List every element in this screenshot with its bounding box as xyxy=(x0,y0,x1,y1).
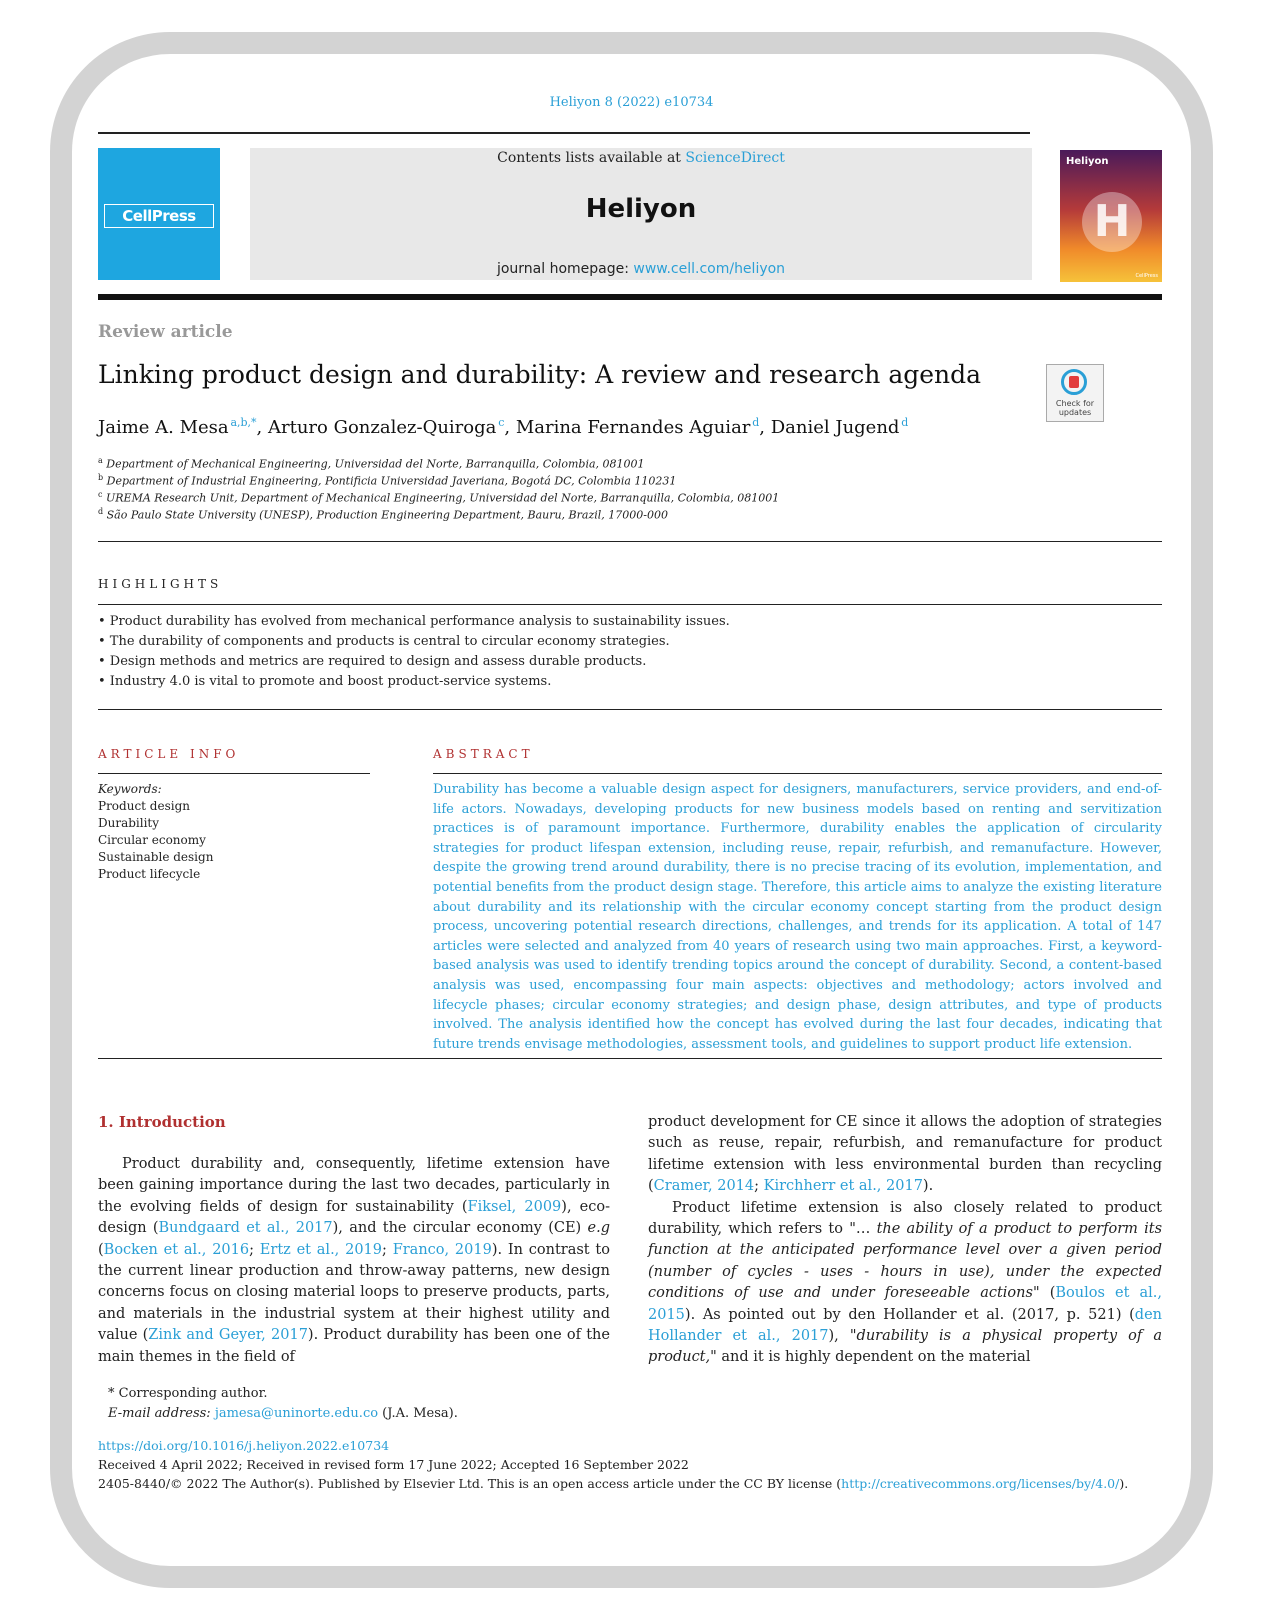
affiliation xyxy=(98,507,668,522)
body-text: ), and the circular economy (CE) xyxy=(332,1220,588,1237)
license-link[interactable]: http://creativecommons.org/licenses/by/4.0/ xyxy=(841,1476,1120,1491)
affiliation-marker: d xyxy=(98,507,104,516)
license-suffix: ). xyxy=(1119,1476,1129,1491)
affiliation-text: São Paulo State University (UNESP), Production Engineering Department, Bauru, Brazil, 17000-000 xyxy=(106,508,668,522)
author-name: Daniel Jugend xyxy=(770,417,900,438)
cover-letter: H xyxy=(1082,192,1142,252)
affiliation-marker: c xyxy=(98,490,103,499)
contents-line xyxy=(250,150,1032,166)
citation-link[interactable]: Zink and Geyer, 2017 xyxy=(148,1327,308,1344)
body-text-italic: durability is a physical property of a product, xyxy=(648,1328,1162,1366)
corresponding-author-note: * Corresponding author. xyxy=(108,1386,268,1401)
article-title: Linking product design and durability: A review and research agenda xyxy=(98,360,982,389)
affiliation xyxy=(98,473,676,488)
journal-cover-image[interactable] xyxy=(1060,150,1162,282)
affiliation-text: UREMA Research Unit, Department of Mechanical Engineering, Universidad del Norte, Barranquilla, Colombia, 081001 xyxy=(105,491,780,505)
affiliation xyxy=(98,490,779,505)
keywords-label: Keywords: xyxy=(98,782,162,796)
author-affiliation-link[interactable]: a,b,* xyxy=(230,416,257,429)
citation-link[interactable]: Ertz et al., 2019 xyxy=(259,1241,382,1258)
abstract-text: Durability has become a valuable design aspect for designers, manufacturers, service providers, and end-of-life actors. Nowadays, developing products for new business models based on renting and servitization practices is of paramount importance. Furthermore, durability enables the application of circularity strategies for product lifespan extension, including reuse, repair, refurbish, and remanufacture. However, despite the growing trend around durability, there is no precise tracing of its evolution, implementation, and potential benefits from the product design stage. Therefore, this article aims to analyze the existing literature about durability and its relationship with the circular economy concept starting from the product design process, uncovering potential research directions, challenges, and trends for its application. A total of 147 articles were selected and analyzed from 40 years of research using two main approaches. First, a keyword-based analysis was used to identify trending topics around the concept of durability. Second, a content-based analysis was used, encompassing four main aspects: objectives and methodology; actors involved and lifecycle phases; circular economy strategies; and design phase, design attributes, and type of products involved. The analysis identified how the concept has evolved during the last four decades, indicating that future trends envisage methodologies, assessment tools, and guidelines to support product life extension. xyxy=(433,782,1162,1052)
body-paragraph xyxy=(648,1198,1162,1369)
keyword: Sustainable design xyxy=(98,850,214,864)
header-rule xyxy=(98,294,1162,300)
abstract-heading: ABSTRACT xyxy=(433,747,534,761)
citation-link[interactable]: Boulos et al., 2015 xyxy=(648,1285,1162,1323)
author-affiliation-link[interactable]: d xyxy=(752,416,760,429)
check-updates-icon xyxy=(1061,369,1087,395)
author-name: Jaime A. Mesa xyxy=(98,417,229,438)
article-type: Review article xyxy=(98,322,233,342)
author-name: Arturo Gonzalez-Quiroga xyxy=(267,417,497,438)
footnote xyxy=(108,1384,458,1424)
citation-link[interactable]: Bundgaard et al., 2017 xyxy=(158,1220,333,1237)
highlight-item: • Design methods and metrics are required to design and assess durable products. xyxy=(98,654,647,669)
homepage-line xyxy=(250,261,1032,277)
highlight-item: • Product durability has evolved from mechanical performance analysis to sustainability issues. xyxy=(98,614,730,629)
body-text: ). xyxy=(922,1178,934,1195)
page-footer xyxy=(98,1436,1128,1493)
affiliation-text: Department of Mechanical Engineering, Universidad del Norte, Barranquilla, Colombia, 081001 xyxy=(106,457,645,471)
cover-title: Heliyon xyxy=(1066,156,1109,167)
introduction-heading: 1. Introduction xyxy=(98,1113,226,1131)
journal-header xyxy=(250,148,1032,280)
section-rule xyxy=(98,709,1162,710)
body-text: ; xyxy=(249,1241,260,1258)
highlight-item: • The durability of components and products is central to circular economy strategies. xyxy=(98,634,670,649)
citation-link[interactable]: Bocken et al., 2016 xyxy=(103,1241,250,1258)
body-paragraph xyxy=(648,1112,1162,1198)
body-text: " and it is highly dependent on the material xyxy=(710,1349,1031,1366)
keyword: Product design xyxy=(98,799,190,813)
doi-link[interactable]: https://doi.org/10.1016/j.heliyon.2022.e10734 xyxy=(98,1438,390,1453)
keyword: Circular economy xyxy=(98,833,206,847)
body-text: ). As pointed out by den Hollander et al. (2017, p. 521) ( xyxy=(684,1306,1135,1323)
section-rule xyxy=(98,1058,1162,1059)
citation-link[interactable]: den Hollander et al., 2017 xyxy=(648,1306,1162,1345)
email-link[interactable]: jamesa@uninorte.edu.co xyxy=(214,1406,379,1421)
affiliation-marker: b xyxy=(98,473,104,482)
email-suffix: (J.A. Mesa). xyxy=(378,1406,458,1421)
body-text: ; xyxy=(754,1178,764,1195)
sciencedirect-link[interactable]: ScienceDirect xyxy=(685,150,785,166)
citation-link[interactable]: Cramer, 2014 xyxy=(653,1178,755,1195)
author-affiliation-link[interactable]: d xyxy=(901,416,909,429)
license-prefix: 2405-8440/© 2022 The Author(s). Published by Elsevier Ltd. This is an open access article under the CC BY license ( xyxy=(98,1476,842,1491)
body-text: ), " xyxy=(828,1328,857,1345)
section-rule xyxy=(98,604,1162,605)
body-paragraph xyxy=(98,1154,610,1368)
author-list: Jaime A. Mesa $^{a,b,*}$, Arturo Gonzalez-Quiroga $^c$, Marina Fernandes Aguiar $^d$, Daniel Jugend $^d$ xyxy=(98,416,909,438)
cover-foot: CellPress xyxy=(1135,273,1158,279)
abstract-rule xyxy=(433,773,1162,774)
body-text: " ( xyxy=(1032,1285,1056,1302)
article-info-rule xyxy=(98,773,370,774)
affiliation-text: Department of Industrial Engineering, Pontificia Universidad Javeriana, Bogotá DC, Colombia 110231 xyxy=(106,474,677,488)
email-line xyxy=(108,1404,458,1424)
body-text-italic: e.g xyxy=(587,1220,610,1237)
cellpress-logo[interactable] xyxy=(98,148,220,280)
contents-prefix: Contents lists available at xyxy=(497,150,686,166)
body-text: Product lifetime extension is also closely related to product durability, which refers to "… xyxy=(648,1199,1162,1238)
article-info-heading: ARTICLE INFO xyxy=(98,747,240,761)
affiliation xyxy=(98,456,645,471)
body-text-italic: the ability of a product to perform its function at the anticipated performance level over a given period (number of cycles - uses - hours in use), under the expected conditions of use and under foreseeable actions xyxy=(648,1221,1163,1302)
journal-name: Heliyon xyxy=(585,194,697,224)
body-text: product development for CE since it allows the adoption of strategies such as reuse, repair, refurbish, and remanufacture for product lifetime extension with less environmental burden than recycling ( xyxy=(648,1114,1162,1195)
check-updates-label: Check for updates xyxy=(1055,399,1095,417)
citation-link[interactable]: Franco, 2019 xyxy=(392,1241,492,1258)
citation-link[interactable]: Fiksel, 2009 xyxy=(467,1198,562,1215)
check-updates-button[interactable] xyxy=(1046,364,1104,422)
section-rule xyxy=(98,541,1162,542)
author-name: Marina Fernandes Aguiar xyxy=(515,417,751,438)
body-text: Product durability and, consequently, lifetime extension have been gaining importance during the last two decades, particularly in the evolving fields of design for sustainability ( xyxy=(98,1156,610,1215)
body-text: ( xyxy=(98,1241,104,1258)
citation-link[interactable]: Kirchherr et al., 2017 xyxy=(763,1178,923,1195)
highlight-item: • Industry 4.0 is vital to promote and boost product-service systems. xyxy=(98,674,552,689)
journal-reference[interactable]: Heliyon 8 (2022) e10734 xyxy=(549,95,714,110)
author-affiliation-link[interactable]: c xyxy=(498,416,505,429)
top-rule xyxy=(98,132,1030,134)
body-text: ), eco-design ( xyxy=(98,1198,610,1237)
cellpress-logo-text: CellPress xyxy=(104,204,214,228)
body-text: ). Product durability has been one of the main themes in the field of xyxy=(98,1327,610,1365)
keyword: Product lifecycle xyxy=(98,867,201,881)
body-text: ). In contrast to the current linear production and throw-away patterns, new design concerns focus on closing material loops to preserve products, parts, and materials in the industrial system at their highest utility and value ( xyxy=(98,1241,610,1344)
body-column-left xyxy=(98,1154,610,1368)
body-text: ; xyxy=(382,1241,393,1258)
homepage-link[interactable]: www.cell.com/heliyon xyxy=(633,261,786,277)
keyword: Durability xyxy=(98,816,160,830)
license-line xyxy=(98,1474,1128,1493)
received-dates: Received 4 April 2022; Received in revised form 17 June 2022; Accepted 16 September 2022 xyxy=(98,1457,689,1472)
affiliation-marker: a xyxy=(98,456,103,465)
highlights-heading: HIGHLIGHTS xyxy=(98,577,223,591)
email-label: E-mail address: xyxy=(108,1406,211,1421)
homepage-prefix: journal homepage: xyxy=(496,261,634,277)
body-column-right xyxy=(648,1112,1162,1369)
